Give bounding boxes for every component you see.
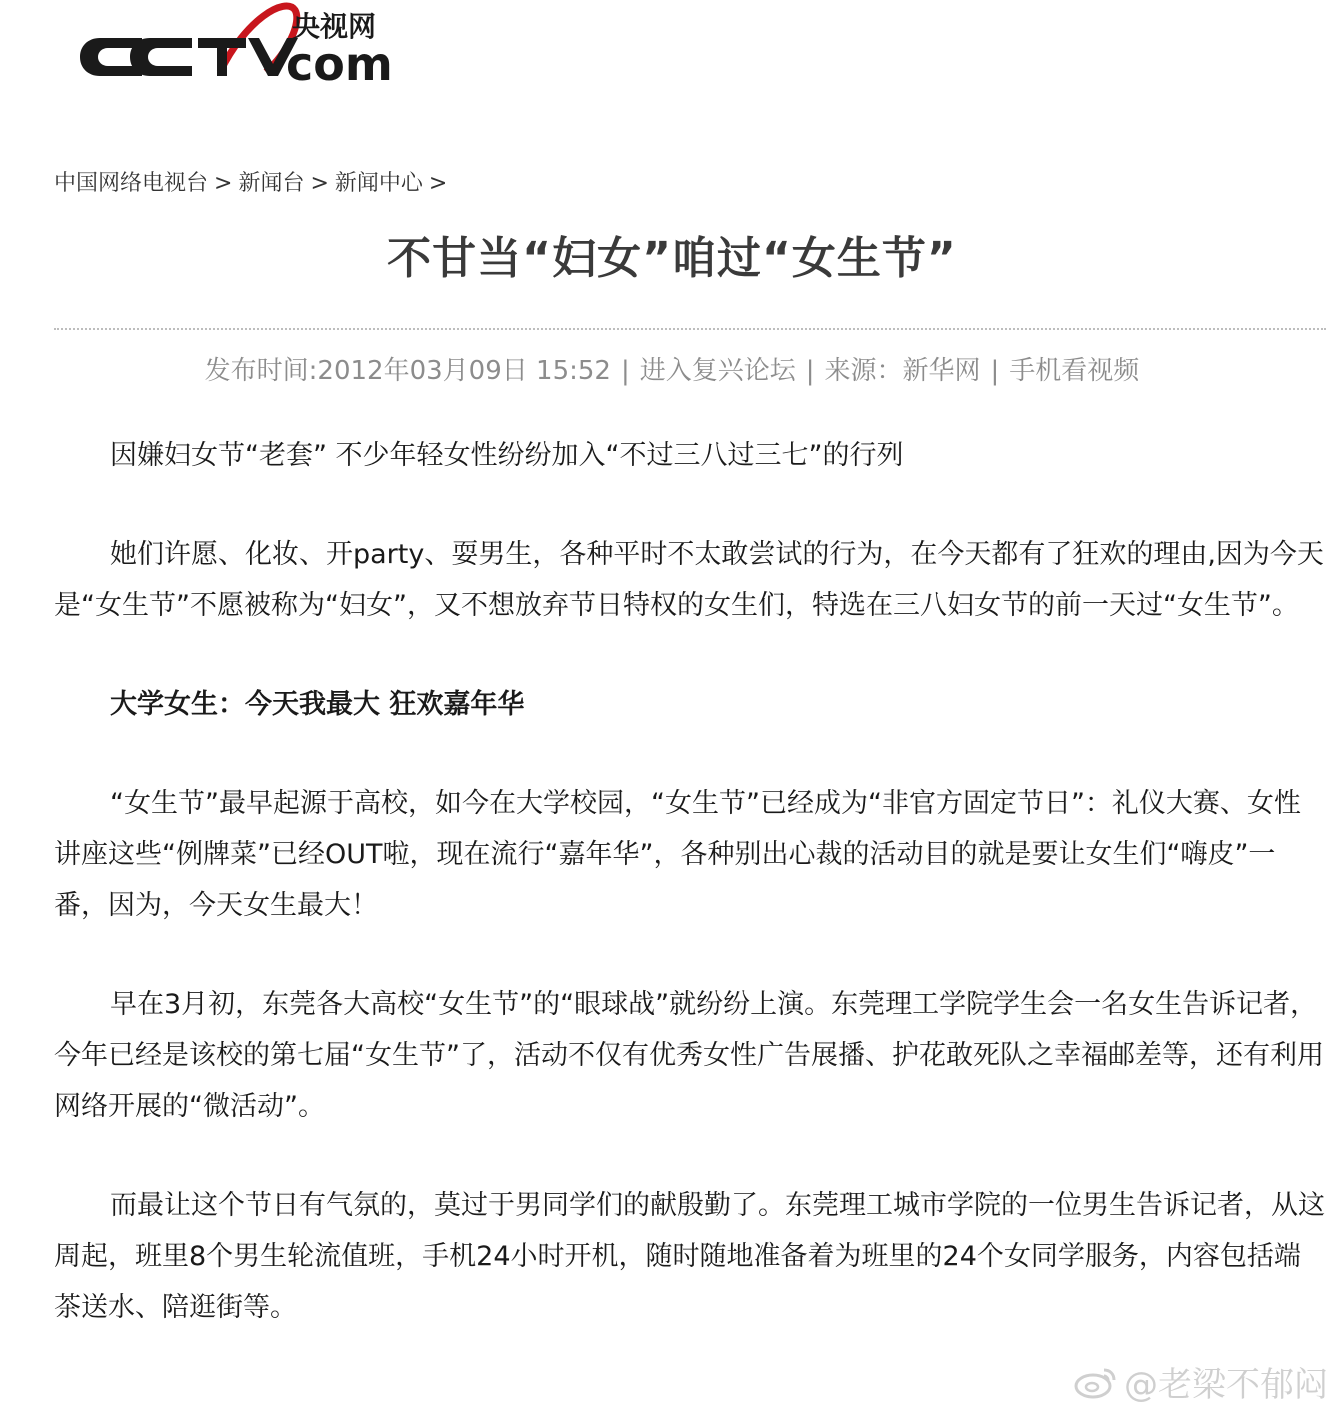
article-paragraph: 她们许愿、化妆、开party、耍男生，各种平时不太敢尝试的行为，在今天都有了狂欢的理由,因为今天是“女生节”不愿被称为“妇女”，又不想放弃节日特权的女生们，特选在三八妇女节的前一天过“女生节”。 [54, 539, 1324, 621]
logo-domain-text: com [286, 37, 393, 91]
watermark-text: @老梁不郁闷 [1124, 1365, 1328, 1405]
article-meta [0, 350, 1344, 387]
mobile-video-link[interactable]: 手机看视频 [1009, 356, 1140, 386]
article-paragraph: 而最让这个节日有气氛的，莫过于男同学们的献殷勤了。东莞理工城市学院的一位男生告诉记者，从这周起，班里8个男生轮流值班，手机24小时开机，随时随地准备着为班里的24个女同学服务，内容包括端茶送水、陪逛街等。 [54, 1190, 1325, 1323]
weibo-icon [1074, 1364, 1118, 1400]
breadcrumb-separator: > [428, 171, 448, 196]
article-paragraph: 早在3月初，东莞各大高校“女生节”的“眼球战”就纷纷上演。东莞理工学院学生会一名女生告诉记者，今年已经是该校的第七届“女生节”了，活动不仅有优秀女性广告展播、护花敢死队之幸福邮差等，还有利用网络开展的“微活动”。 [54, 989, 1324, 1122]
publish-time: 发布时间:2012年03月09日 15:52 [204, 356, 611, 386]
cctv-logo[interactable] [70, 0, 400, 110]
article-title: 不甘当“妇女”咱过“女生节” [387, 233, 957, 284]
meta-separator: | [620, 356, 630, 386]
article-body [54, 430, 1326, 1381]
forum-link[interactable]: 进入复兴论坛 [639, 356, 796, 386]
meta-separator: | [805, 356, 815, 386]
breadcrumb-separator: > [214, 171, 233, 196]
breadcrumb-link-cntv[interactable]: 中国网络电视台 [54, 171, 209, 196]
title-divider [54, 328, 1326, 330]
breadcrumb-separator: > [310, 171, 329, 196]
article-subheading: 大学女生：今天我最大 狂欢嘉年华 [110, 689, 525, 720]
article-source: 来源：新华网 [824, 356, 981, 386]
cctv-logo-graphic [70, 0, 400, 110]
article-lead-paragraph: 因嫌妇女节“老套” 不少年轻女性纷纷加入“不过三八过三七”的行列 [110, 440, 904, 471]
breadcrumb-link-news-channel[interactable]: 新闻台 [238, 171, 305, 196]
article-paragraph: “女生节”最早起源于高校，如今在大学校园，“女生节”已经成为“非官方固定节日”：礼仪大赛、女性讲座这些“例牌菜”已经OUT啦，现在流行“嘉年华”，各种别出心裁的活动目的就是要让女生们“嗨皮”一番，因为，今天女生最大！ [54, 788, 1301, 921]
breadcrumb [54, 166, 453, 197]
weibo-watermark [1074, 1357, 1328, 1406]
logo-chinese-text: 央视网 [292, 10, 377, 43]
meta-separator: | [990, 356, 1000, 386]
breadcrumb-link-news-center[interactable]: 新闻中心 [334, 171, 423, 196]
